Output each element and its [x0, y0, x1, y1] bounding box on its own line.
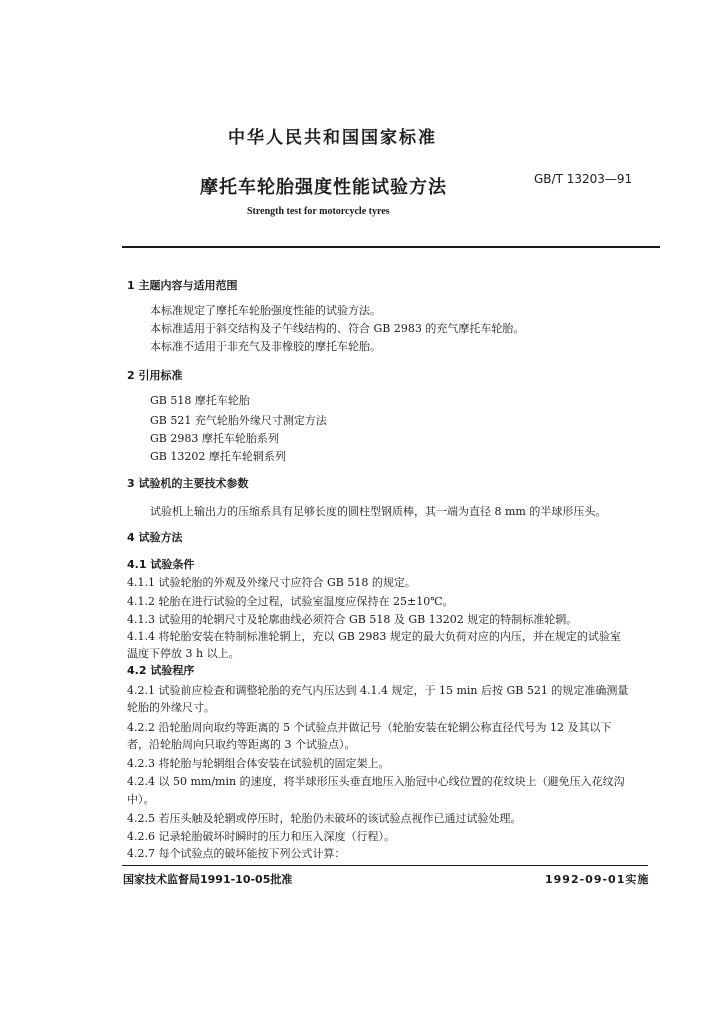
- effective-date: 1992-09-01实施: [545, 873, 650, 886]
- section-1-line-3: 本标准不适用于非充气及非橡胶的摩托车轮胎。: [150, 340, 381, 353]
- clause-4-2-6: 4.2.6 记录轮胎破坏时瞬时的压力和压入深度（行程）。: [127, 830, 395, 843]
- clause-4-1-4-line-2: 温度下停放 3 h 以上。: [127, 647, 240, 660]
- clause-4-1-4-line-1: 4.1.4 将轮胎安装在特制标准轮辋上，充以 GB 2983 规定的最大负荷对应的内压，并在规定的试验室: [127, 630, 621, 643]
- section-4-heading: 4 试验方法: [127, 531, 183, 544]
- clause-4-1-1: 4.1.1 试验轮胎的外观及外缘尺寸应符合 GB 518 的规定。: [127, 576, 416, 589]
- section-2-heading: 2 引用标准: [127, 369, 183, 382]
- clause-4-2-2-line-1: 4.2.2 沿轮胎周向取约等距离的 5 个试验点并做记号（轮胎安装在轮辋公称直径代号为 12 及其以下: [127, 721, 612, 734]
- footer-divider: [122, 865, 648, 866]
- section-1-heading: 1 主题内容与适用范围: [127, 279, 238, 292]
- clause-4-2-4-line-2: 中）。: [127, 793, 155, 806]
- reference-item: GB 13202 摩托车轮辋系列: [150, 450, 286, 463]
- clause-4-2-5: 4.2.5 若压头触及轮辋或停压时，轮胎仍未破坏的该试验点视作已通过试验处理。: [127, 812, 522, 825]
- subsection-4-2-heading: 4.2 试验程序: [127, 664, 195, 677]
- clause-4-2-7: 4.2.7 每个试验点的破坏能按下列公式计算：: [127, 847, 346, 860]
- approval-date: 国家技术监督局1991-10-05批准: [123, 873, 293, 886]
- clause-4-2-1-line-1: 4.2.1 试验前应检查和调整轮胎的充气内压达到 4.1.4 规定，于 15 min 后按 GB 521 的规定准确测量: [127, 684, 629, 697]
- header-divider: [122, 246, 660, 248]
- english-title: Strength test for motorcycle tyres: [247, 206, 390, 217]
- document-number: GB/T 13203—91: [534, 172, 633, 186]
- org-title: 中华人民共和国国家标准: [228, 128, 437, 148]
- subsection-4-1-heading: 4.1 试验条件: [127, 558, 195, 571]
- reference-item: GB 521 充气轮胎外缘尺寸测定方法: [150, 414, 327, 427]
- clause-4-2-3: 4.2.3 将轮胎与轮辋组合体安装在试验机的固定架上。: [127, 757, 390, 770]
- reference-item: GB 2983 摩托车轮胎系列: [150, 432, 279, 445]
- clause-4-2-2-line-2: 者，沿轮胎周向只取约等距离的 3 个试验点）。: [127, 738, 356, 751]
- clause-4-2-1-line-2: 轮胎的外缘尺寸。: [127, 701, 215, 714]
- section-1-line-2: 本标准适用于斜交结构及子午线结构的、符合 GB 2983 的充气摩托车轮胎。: [150, 322, 525, 335]
- document-title: 摩托车轮胎强度性能试验方法: [200, 177, 447, 198]
- clause-4-1-3: 4.1.3 试验用的轮辋尺寸及轮廓曲线必须符合 GB 518 及 GB 13202 规定的特制标准轮辋。: [127, 613, 578, 626]
- section-1-line-1: 本标准规定了摩托车轮胎强度性能的试验方法。: [150, 304, 381, 317]
- section-3-heading: 3 试验机的主要技术参数: [127, 477, 249, 490]
- reference-item: GB 518 摩托车轮胎: [150, 394, 250, 407]
- clause-4-2-4-line-1: 4.2.4 以 50 mm/min 的速度，将半球形压头垂直地压入胎冠中心线位置的花纹块上（避免压入花纹沟: [127, 775, 625, 788]
- section-3-line: 试验机上输出力的压缩系具有足够长度的圆柱型钢质棒，其一端为直径 8 mm 的半球形压头。: [150, 505, 607, 518]
- clause-4-1-2: 4.1.2 轮胎在进行试验的全过程，试验室温度应保持在 25±10℃。: [127, 595, 454, 608]
